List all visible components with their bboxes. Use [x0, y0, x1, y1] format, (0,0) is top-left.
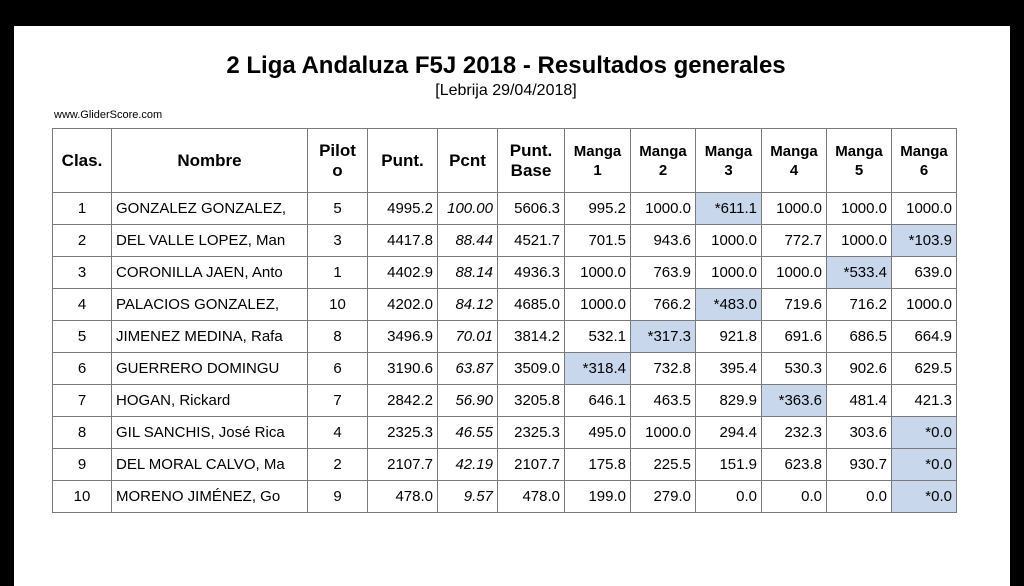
piloto-cell: 5 [308, 193, 368, 225]
manga-3-cell: *483.0 [696, 289, 762, 321]
manga-4-cell: 0.0 [762, 481, 827, 513]
manga-4-cell: 1000.0 [762, 193, 827, 225]
manga-4-cell: 691.6 [762, 321, 827, 353]
punt-base-cell: 4936.3 [498, 257, 565, 289]
column-header-manga-2: Manga 2 [631, 129, 696, 193]
manga-1-cell: 175.8 [565, 449, 631, 481]
nombre-cell: GUERRERO DOMINGU [112, 353, 308, 385]
column-header-manga-4: Manga 4 [762, 129, 827, 193]
column-header-manga-6: Manga 6 [892, 129, 957, 193]
clas-cell: 7 [53, 385, 112, 417]
piloto-cell: 6 [308, 353, 368, 385]
manga-1-cell: 199.0 [565, 481, 631, 513]
manga-3-cell: 921.8 [696, 321, 762, 353]
clas-cell: 1 [53, 193, 112, 225]
punt-cell: 3190.6 [368, 353, 438, 385]
manga-3-cell: 294.4 [696, 417, 762, 449]
piloto-cell: 3 [308, 225, 368, 257]
pcnt-cell: 42.19 [438, 449, 498, 481]
pcnt-cell: 56.90 [438, 385, 498, 417]
table-row [53, 321, 957, 353]
manga-5-cell: 481.4 [827, 385, 892, 417]
column-header-punt: Punt. [368, 129, 438, 193]
punt-cell: 478.0 [368, 481, 438, 513]
manga-5-cell: 686.5 [827, 321, 892, 353]
punt-cell: 2842.2 [368, 385, 438, 417]
column-header-piloto: Pilot o [308, 129, 368, 193]
clas-cell: 9 [53, 449, 112, 481]
punt-base-cell: 2107.7 [498, 449, 565, 481]
punt-cell: 4402.9 [368, 257, 438, 289]
punt-base-cell: 4521.7 [498, 225, 565, 257]
manga-3-cell: 395.4 [696, 353, 762, 385]
table-row [53, 225, 957, 257]
pcnt-cell: 88.14 [438, 257, 498, 289]
manga-4-cell: 623.8 [762, 449, 827, 481]
manga-2-cell: 763.9 [631, 257, 696, 289]
manga-6-cell: *0.0 [892, 417, 957, 449]
results-table [52, 128, 957, 513]
clas-cell: 3 [53, 257, 112, 289]
manga-5-cell: 0.0 [827, 481, 892, 513]
column-header-manga-1: Manga 1 [565, 129, 631, 193]
manga-6-cell: *0.0 [892, 481, 957, 513]
manga-2-cell: 1000.0 [631, 193, 696, 225]
nombre-cell: HOGAN, Rickard [112, 385, 308, 417]
manga-6-cell: 664.9 [892, 321, 957, 353]
manga-2-cell: 766.2 [631, 289, 696, 321]
manga-3-cell: 829.9 [696, 385, 762, 417]
manga-2-cell: 732.8 [631, 353, 696, 385]
manga-1-cell: 995.2 [565, 193, 631, 225]
table-row [53, 257, 957, 289]
clas-cell: 4 [53, 289, 112, 321]
punt-cell: 4202.0 [368, 289, 438, 321]
table-row [53, 385, 957, 417]
manga-1-cell: 532.1 [565, 321, 631, 353]
manga-5-cell: 716.2 [827, 289, 892, 321]
manga-2-cell: 225.5 [631, 449, 696, 481]
column-header-manga-5: Manga 5 [827, 129, 892, 193]
manga-3-cell: 151.9 [696, 449, 762, 481]
manga-2-cell: 943.6 [631, 225, 696, 257]
manga-4-cell: 719.6 [762, 289, 827, 321]
nombre-cell: MORENO JIMÉNEZ, Go [112, 481, 308, 513]
punt-cell: 3496.9 [368, 321, 438, 353]
nombre-cell: PALACIOS GONZALEZ, [112, 289, 308, 321]
pcnt-cell: 9.57 [438, 481, 498, 513]
column-header-clas: Clas. [53, 129, 112, 193]
nombre-cell: GONZALEZ GONZALEZ, [112, 193, 308, 225]
manga-1-cell: *318.4 [565, 353, 631, 385]
page-title: 2 Liga Andaluza F5J 2018 - Resultados generales [226, 52, 786, 79]
manga-3-cell: 1000.0 [696, 225, 762, 257]
manga-2-cell: 1000.0 [631, 417, 696, 449]
manga-4-cell: 232.3 [762, 417, 827, 449]
manga-5-cell: 902.6 [827, 353, 892, 385]
clas-cell: 6 [53, 353, 112, 385]
table-row [53, 193, 957, 225]
manga-1-cell: 646.1 [565, 385, 631, 417]
piloto-cell: 1 [308, 257, 368, 289]
piloto-cell: 2 [308, 449, 368, 481]
manga-1-cell: 495.0 [565, 417, 631, 449]
manga-1-cell: 1000.0 [565, 257, 631, 289]
manga-2-cell: *317.3 [631, 321, 696, 353]
piloto-cell: 9 [308, 481, 368, 513]
table-row [53, 481, 957, 513]
manga-6-cell: 1000.0 [892, 193, 957, 225]
punt-base-cell: 3814.2 [498, 321, 565, 353]
piloto-cell: 8 [308, 321, 368, 353]
manga-6-cell: 1000.0 [892, 289, 957, 321]
header-row [53, 129, 957, 193]
manga-4-cell: 1000.0 [762, 257, 827, 289]
column-header-punt-base: Punt. Base [498, 129, 565, 193]
clas-cell: 2 [53, 225, 112, 257]
pcnt-cell: 70.01 [438, 321, 498, 353]
pcnt-cell: 100.00 [438, 193, 498, 225]
pcnt-cell: 46.55 [438, 417, 498, 449]
punt-base-cell: 3509.0 [498, 353, 565, 385]
event-subtitle: [Lebrija 29/04/2018] [435, 82, 577, 99]
manga-4-cell: *363.6 [762, 385, 827, 417]
table-row [53, 417, 957, 449]
piloto-cell: 4 [308, 417, 368, 449]
pcnt-cell: 88.44 [438, 225, 498, 257]
punt-cell: 4995.2 [368, 193, 438, 225]
results-body [53, 193, 957, 513]
punt-cell: 2107.7 [368, 449, 438, 481]
pcnt-cell: 63.87 [438, 353, 498, 385]
manga-4-cell: 772.7 [762, 225, 827, 257]
column-header-pcnt: Pcnt [438, 129, 498, 193]
punt-base-cell: 478.0 [498, 481, 565, 513]
piloto-cell: 7 [308, 385, 368, 417]
nombre-cell: DEL VALLE LOPEZ, Man [112, 225, 308, 257]
manga-6-cell: *103.9 [892, 225, 957, 257]
piloto-cell: 10 [308, 289, 368, 321]
manga-5-cell: 1000.0 [827, 225, 892, 257]
punt-cell: 2325.3 [368, 417, 438, 449]
manga-1-cell: 1000.0 [565, 289, 631, 321]
clas-cell: 10 [53, 481, 112, 513]
manga-1-cell: 701.5 [565, 225, 631, 257]
manga-3-cell: 0.0 [696, 481, 762, 513]
source-link[interactable]: www.GliderScore.com [54, 109, 163, 121]
manga-5-cell: 930.7 [827, 449, 892, 481]
punt-base-cell: 5606.3 [498, 193, 565, 225]
pcnt-cell: 84.12 [438, 289, 498, 321]
table-row [53, 353, 957, 385]
nombre-cell: DEL MORAL CALVO, Ma [112, 449, 308, 481]
manga-3-cell: 1000.0 [696, 257, 762, 289]
table-row [53, 289, 957, 321]
manga-2-cell: 279.0 [631, 481, 696, 513]
manga-6-cell: *0.0 [892, 449, 957, 481]
punt-base-cell: 2325.3 [498, 417, 565, 449]
nombre-cell: CORONILLA JAEN, Anto [112, 257, 308, 289]
manga-5-cell: *533.4 [827, 257, 892, 289]
manga-4-cell: 530.3 [762, 353, 827, 385]
manga-5-cell: 1000.0 [827, 193, 892, 225]
punt-base-cell: 3205.8 [498, 385, 565, 417]
manga-6-cell: 421.3 [892, 385, 957, 417]
nombre-cell: GIL SANCHIS, José Rica [112, 417, 308, 449]
clas-cell: 8 [53, 417, 112, 449]
punt-cell: 4417.8 [368, 225, 438, 257]
manga-5-cell: 303.6 [827, 417, 892, 449]
manga-2-cell: 463.5 [631, 385, 696, 417]
column-header-nombre: Nombre [112, 129, 308, 193]
clas-cell: 5 [53, 321, 112, 353]
manga-6-cell: 639.0 [892, 257, 957, 289]
nombre-cell: JIMENEZ MEDINA, Rafa [112, 321, 308, 353]
table-row [53, 449, 957, 481]
punt-base-cell: 4685.0 [498, 289, 565, 321]
manga-3-cell: *611.1 [696, 193, 762, 225]
manga-6-cell: 629.5 [892, 353, 957, 385]
column-header-manga-3: Manga 3 [696, 129, 762, 193]
